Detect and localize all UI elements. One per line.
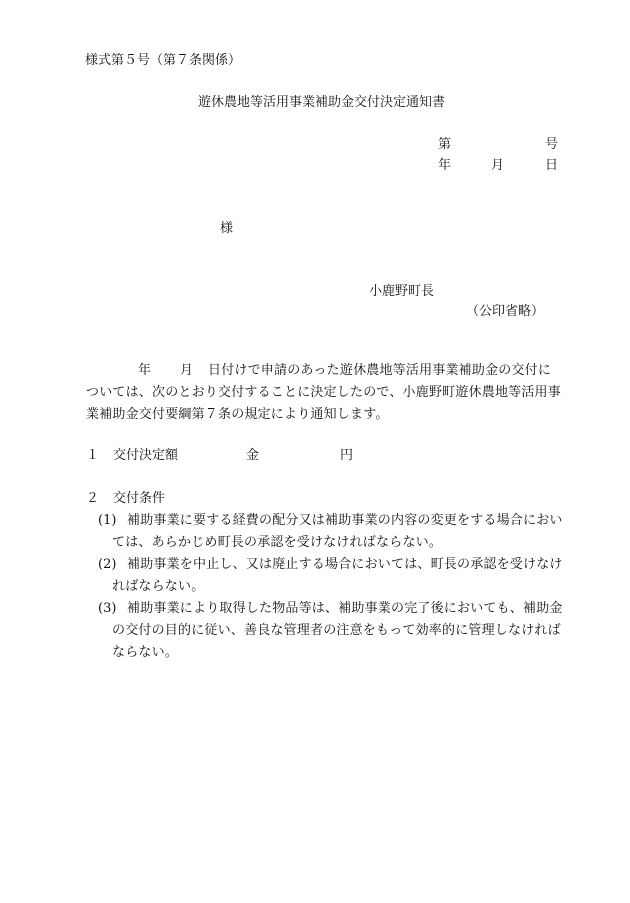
condition-1-number: (1) [98,513,117,528]
date-month: 月 [491,158,505,173]
condition-3-line-1: 補助事業により取得した物品等は、補助事業の完了後においても、補助金 [127,601,563,616]
section2-label: 交付条件 [113,491,166,506]
document-title: 遊休農地等活用事業補助金交付決定通知書 [198,95,446,110]
condition-3-line-3: ならない。 [112,645,179,660]
condition-1-line-1: 補助事業に要する経費の配分又は補助事業の内容の変更をする場合におい [127,513,563,528]
section2-number: ２ [86,491,100,506]
date-year: 年 [438,158,452,173]
form-label: 様式第５号（第７条関係） [85,53,242,68]
condition-1-line-2: ては、あらかじめ町長の承認を受けなければならない。 [112,535,443,550]
issuer-name: 小鹿野町長 [369,284,435,299]
body-month: 月 [180,363,194,378]
condition-2-number: (2) [98,557,117,572]
doc-number-suffix: 号 [545,137,559,152]
date-day: 日 [545,158,559,173]
section1-yen: 円 [340,448,354,463]
condition-2-line-1: 補助事業を中止し、又は廃止する場合においては、町長の承認を受けなけ [127,557,563,572]
addressee-suffix: 様 [220,221,234,236]
body-line-2: ついては、次のとおり交付することに決定したので、小鹿野町遊休農地等活用事 [86,385,561,400]
section1-number: １ [86,448,100,463]
body-line-1: 日付けで申請のあった遊休農地等活用事業補助金の交付に [208,363,552,378]
condition-3-number: (3) [98,601,117,616]
doc-number-prefix: 第 [438,137,452,152]
condition-2-line-2: ればならない。 [112,579,205,594]
body-year: 年 [138,363,152,378]
condition-3-line-2: の交付の目的に従い、善良な管理者の注意をもって効率的に管理しなければ [112,623,561,638]
section1-label: 交付決定額 [113,448,179,463]
seal-note: （公印省略） [466,304,545,319]
body-line-3: 業補助金交付要綱第７条の規定により通知します。 [86,407,389,422]
section1-kin: 金 [246,448,260,463]
